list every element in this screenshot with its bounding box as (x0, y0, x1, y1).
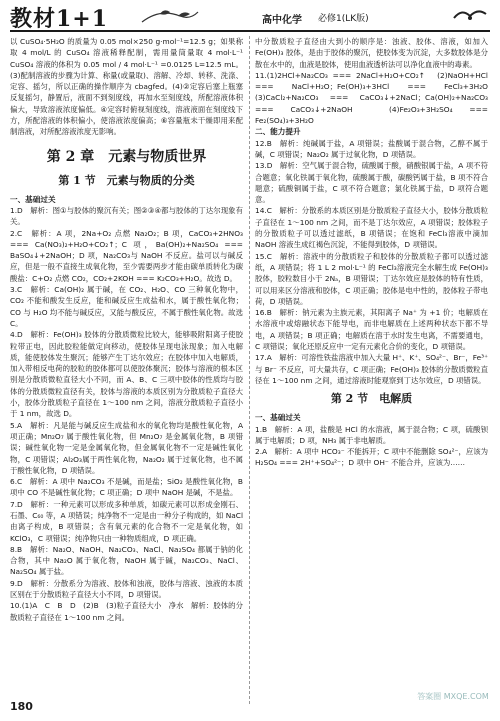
level-heading: 一、基础过关 (10, 194, 56, 204)
answer-item: 11.(1)2HCl+Na₂CO₃ === 2NaCl+H₂O+CO₂↑ (2)NaOH+HCl === NaCl+H₂O；Fe(OH)₃+3HCl === FeCl₃+3H₂O (3)CaCl₂+Na₂CO₃ === CaCO₃↓+2NaCl；Ca(OH)₂+Na₂CO₃ === CaCO₃↓+2NaOH (4)Fe₂O₃+3H₂SO₄ === Fe₂(SO₄)₃+3H₂O (255, 70, 496, 126)
answer-item: 7.D 解析：一种元素可以形成多种单质，如碳元素可以形成金刚石、石墨、C₆₀ 等，A 项错误；纯净物不一定是由一种分子构成的，如 NaCl 由离子构成，B 项错误；含有氧元素的化合物不一定是氧化物，如 KClO₃，C 项错误；纯净物只由一种物质组成，D 项正确。 (10, 499, 243, 543)
page-number: 180 (10, 700, 33, 713)
header-edition: 必修1(LK版) (318, 14, 369, 24)
level-heading: 一、基础过关 (255, 413, 301, 423)
leaf-decoration-icon (140, 6, 200, 26)
answer-item: 14.C 解析：分散系的本质区别是分散质粒子直径大小，胶体分散质粒子直径在 1～100 nm 之间，而不是丁达尔效应，A 项错误；胶体粒子的分散质粒子可以透过滤纸，B 项错误；在饱和 FeCl₃溶液中滴加 NaOH 溶液生成红褐色沉淀，不能得到胶体，D 项错误。 (255, 206, 488, 250)
right-column (255, 36, 496, 469)
level-heading: 二、能力提升 (255, 127, 301, 137)
answer-item: 15.C 解析：溶液中的分散质粒子和胶体的分散质粒子都可以透过滤纸，A 项错误；将 1 L 2 mol·L⁻¹ 的 FeCl₃溶液完全水解生成 Fe(OH)₃ 胶体，胶粒数目小于 2Nₐ，B 项错误；丁达尔效应是胶体的特有性质，可以用来区分溶液和胶体，C 项正确；胶体是电中性的，胶体粒子带电荷，D 项错误。 (255, 251, 488, 306)
answer-item: 10.(1)A C B D (2)B (3)粒子直径大小 净水 解析：胶体的分散质粒子直径在 1～100 nm 之间。 (10, 601, 243, 622)
answer-item: 17.A 解析：可溶性铁盐溶液中加入大量 H⁺、K⁺、SO₄²⁻、Br⁻，Fe³⁺ 与 Br⁻ 不反应，可大量共存，C 项正确；Fe(OH)₃ 胶体的分散质微粒直径在 1～100 nm 之间，通过溶液时能观察到丁达尔效应，D 项错误。 (255, 353, 488, 385)
answer-item: 4.D 解析：Fe(OH)₃ 胶体的分散质微粒比较大，能够吸附阳离子使胶粒带正电，因此胶粒能做定向移动，使胶体呈现电泳现象；加入电解质，能使胶体发生聚沉；能够产生丁达尔效应；在胶体中加入电解质，加入带相反电荷的胶粒的胶体都可以使胶体聚沉；胶体与溶液的根本区别是分散质微粒直径大小不同，而 A、B、C 三项中胶体的性质均与胶体的分散质微粒直径有关，胶体与溶液的本质区别为分散质粒子直径大小，胶体分散质粒子直径在 1～100 nm 之间，溶液分散质粒子直径小于 1 nm，故选 D。 (10, 330, 243, 419)
answer-item: 1.D 解析：图①与胶体的聚沉有关；图②③④都与胶体的丁达尔现象有关。 (10, 205, 243, 227)
watermark: 答案圈 MXQE.COM (417, 692, 489, 701)
header-subject: 高中化学 (262, 15, 302, 26)
answer-item: 5.A 解析：凡是能与碱反应生成盐和水的氧化物均是酸性氧化物，A 项正确；Mn₂O₇ 属于酸性氧化物，但 Mn₂O₇ 是金属氧化物，B 项错误；碱性氧化物一定是金属氧化物，但金属氧化物不一定是碱性氧化物，C 项错误；Al₂O₃属于两性氧化物，Na₂O₂ 属于过氧化物，也不属于酸性氧化物，D 项错误。 (10, 420, 243, 475)
page-header (0, 0, 500, 36)
answer-item: 13.D 解析：空气属于混合物，硫酸属于酸，硝酸银属于盐，A 项不符合题意；氧化铁属于氧化物，硫酸属于酸，碳酸钙属于盐，B 项不符合题意；硫酸铜属于盐，C 项不符合题意；氯化铁属于盐，D 项符合题意。 (255, 161, 488, 205)
chapter-title: 第 2 章 元素与物质世界 (46, 148, 207, 165)
left-column (10, 36, 243, 623)
section-title: 第 1 节 元素与物质的分类 (58, 173, 195, 187)
bird-decoration-icon (450, 4, 490, 28)
answer-item: 3.C 解析：Ca(OH)₂ 属于碱，在 CO₂、H₂O、CO 三种氧化物中，CO₂ 不能和酸发生反应，能和碱反应生成盐和水，属于酸性氧化物；CO 与 H₂O 均不能与碱反应，又能与酸反应，不属于酸性氧化物。故选 C。 (10, 285, 243, 328)
answer-item: 8.B 解析：Na₂O、NaOH、Na₂CO₃、NaCl、Na₂SO₄ 都属于钠的化合物，其中 Na₂O 属于氧化物，NaOH 属于碱，Na₂CO₃、NaCl、Na₂SO₄ 属于盐。 (10, 544, 243, 577)
answer-item: 6.C 解析：A 项中 Na₂CO₃ 不是碱，而是盐；SiO₂ 是酸性氧化物，B 项中 CO 不是碱性氧化物；C 项正确；D 项中 NaOH 是碱，不是盐。 (10, 477, 243, 498)
header-rule (10, 30, 490, 32)
intro-paragraph: 以 CuSO₄·5H₂O 的质量为 0.05 mol×250 g·mol⁻¹=12.5 g；如果称取 4 mol/L 的 CuSO₄ 溶液稀释配制，需用量筒量取 4 mol·L⁻¹ CuSO₄ 溶液的体积为 0.05 mol / 4 mol·L⁻¹ =0.0125 L=12.5 mL。(3)配制溶液的步骤为计算、称量(或量取)、溶解、冷却、转移、洗涤、定容、摇匀，所以正确的操作顺序为 cbagfed。(4)②定容后塞上瓶塞反复摇匀，静置后，液面不到刻度线，再加水至刻度线，所配溶液体积偏大，导致溶液浓度偏低。④定容时俯视刻度线，溶液液面在刻度线下方，所配溶液的体积偏小，使溶液浓度偏高；⑥容量瓶未干燥即用来配制溶液，对所配溶液浓度无影响。 (10, 37, 243, 137)
answer-item: 2.A 解析：A 项中 HCO₃⁻ 不能拆开；C 项中不能删除 SO₄²⁻，应该为 H₂SO₄ === 2H⁺+SO₄²⁻；D 项中 OH⁻ 不能合并，应该为…… (255, 447, 489, 468)
answer-item: 16.B 解析：钠元素为主族元素，其阳离子 Na⁺ 为 +1 价；电解质在水溶液中或熔融状态下能导电，而非电解质在上述两种状态下都不导电，A 项错误；B 项正确；电解质在溶于水时发生电离，不需要通电，C 项错误；氧化还原反应中一定有元素化合价的变化，D 项错误。 (255, 308, 488, 352)
section-title: 第 2 节 电解质 (330, 392, 413, 406)
answer-item: 2.C 解析：A 项，2Na+O₂ 点燃 Na₂O₂；B 项，CaCO₃+2HNO₃ === Ca(NO₃)₂+H₂O+CO₂↑；C 项，Ba(OH)₂+Na₂SO₄ === BaSO₄↓+2NaOH；D 项，Na₂CO₃与 NaOH 不反应。盐可以与碱反应，但是一般不直接生成氧化物，至少需要两步才能由碳单质转化为碳酸盐：C+O₂ 点燃 CO₂，CO₂+2KOH === K₂CO₃+H₂O。故选 D。 (10, 228, 243, 283)
book-brand: 教材1+1 (10, 6, 109, 32)
answer-item: 9.D 解析：分散系分为溶液、胶体和浊液，胶体与溶液、浊液的本质区别在于分散质粒子直径大小不同，D 项错误。 (10, 578, 243, 600)
answer-item: 1.B 解析：A 项，盐酸是 HCl 的水溶液，属于混合物；C 项，硫酸钡属于电解质；D 项，NH₃ 属于非电解质。 (255, 424, 488, 445)
column-divider (249, 36, 250, 704)
continuation-paragraph: 中分散质粒子直径由大到小的顺序是：浊液、胶体、溶液，如加入 Fe(OH)₃ 胶体，是由于胶体的聚沉，使胶体变为沉淀，大多数胶体是分散在水中的，血液是胶体，使用血液透析法可以净化血液中的毒素。 (255, 37, 488, 69)
answer-item: 12.B 解析：纯碱属于盐，A 项错误；盐酸属于混合物，乙醇不属于碱，C 项错误；Na₂O₂ 属于过氧化物，D 项错误。 (255, 138, 488, 159)
